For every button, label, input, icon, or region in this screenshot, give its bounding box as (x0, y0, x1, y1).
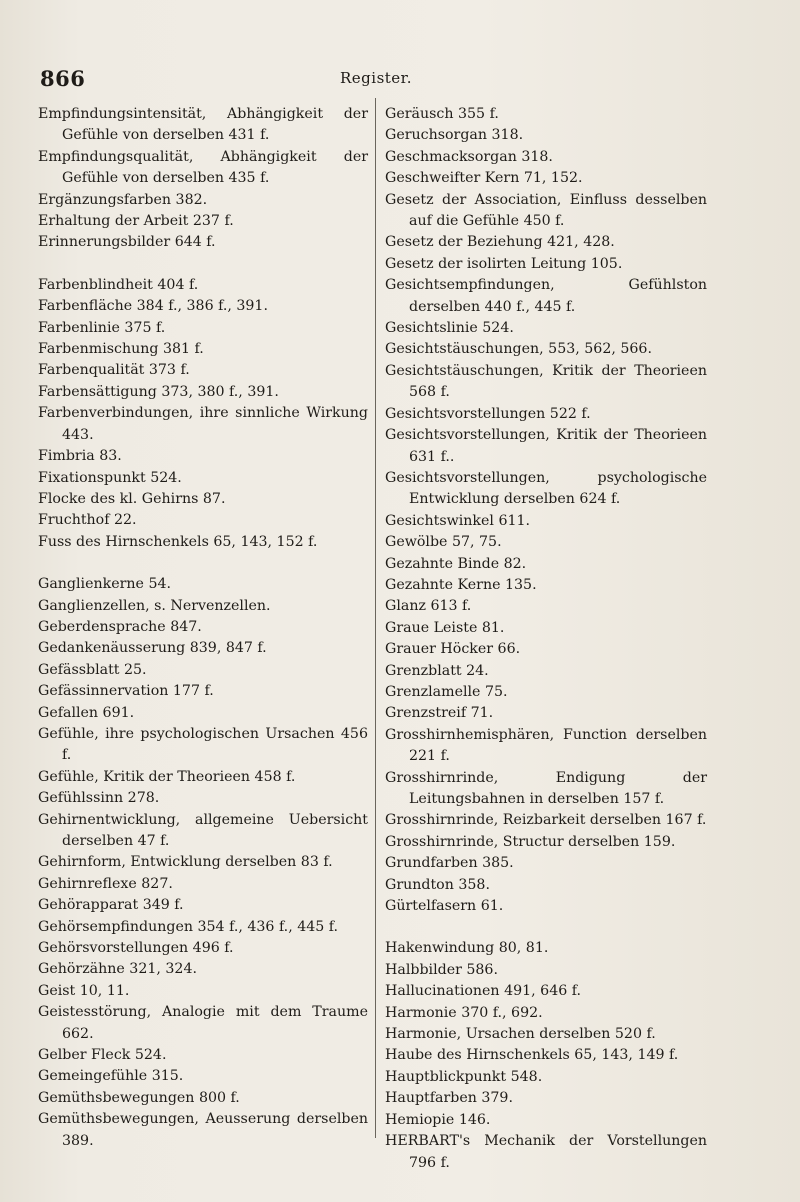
index-entry: Gedankenäusserung 839, 847 f. (38, 640, 267, 657)
index-entry: Gefässblatt 25. (38, 661, 147, 678)
index-entry: HERBART's Mechanik der Vorstellungen 796 f. (385, 1133, 707, 1171)
index-entry: Farbenqualität 373 f. (38, 362, 190, 379)
entry-gap (38, 254, 368, 275)
index-entry: Halbbilder 586. (385, 961, 498, 978)
index-entry: Farbensättigung 373, 380 f., 391. (38, 383, 279, 400)
index-entry: Gesichtsvorstellungen 522 f. (385, 405, 591, 422)
index-entry: Hakenwindung 80, 81. (385, 940, 549, 957)
index-entry: Empfindungsqualität, Abhängigkeit der Gefühle von derselben 435 f. (38, 148, 368, 187)
index-entry: Gesichtswinkel 611. (385, 512, 531, 529)
index-entry: Harmonie, Ursachen derselben 520 f. (385, 1026, 656, 1043)
index-entry: Gemüthsbewegungen, Aeusserung derselben 389. (38, 1111, 368, 1149)
index-entry: Gesichtsvorstellungen, Kritik der Theorieen 631 f.. (385, 427, 707, 465)
index-entry: Grosshirnrinde, Structur derselben 159. (385, 833, 676, 850)
index-entry: Geruchsorgan 318. (385, 127, 524, 144)
index-entry: Grenzblatt 24. (385, 662, 489, 679)
index-entry: Gehörsempfindungen 354 f., 436 f., 445 f. (38, 918, 339, 935)
index-entry: Grosshirnrinde, Reizbarkeit derselben 167 f. (385, 812, 707, 829)
index-entry: Gesichtsvorstellungen, psychologische Entwicklung derselben 624 f. (385, 469, 707, 508)
index-entry: Gefühle, ihre psychologischen Ursachen 456 f. (38, 725, 368, 764)
index-entry: Gehirnform, Entwicklung derselben 83 f. (38, 854, 333, 871)
index-entry: Gehörapparat 349 f. (38, 897, 184, 914)
index-entry: Gehirnentwicklung, allgemeine Uebersicht derselben 47 f. (38, 811, 368, 849)
index-entry: Gesichtstäuschungen, Kritik der Theorieen 568 f. (385, 362, 707, 401)
index-column-left (38, 104, 368, 1152)
index-entry: Farbenfläche 384 f., 386 f., 391. (38, 298, 268, 315)
index-entry: Fruchthof 22. (38, 512, 137, 529)
index-entry: Geschmacksorgan 318. (385, 148, 553, 165)
entry-gap (38, 553, 368, 574)
index-entry: Grosshirnrinde, Endigung der Leitungsbahnen in derselben 157 f. (385, 769, 707, 807)
index-entry: Gemüthsbewegungen 800 f. (38, 1089, 240, 1106)
index-entry: Gemeingefühle 315. (38, 1068, 184, 1085)
index-entry: Ganglienkerne 54. (38, 576, 172, 593)
index-entry: Grenzlamelle 75. (385, 683, 508, 700)
index-entry: Gehörsvorstellungen 496 f. (38, 940, 234, 957)
index-entry: Gefallen 691. (38, 704, 135, 721)
index-entry: Gehörzähne 321, 324. (38, 961, 197, 978)
index-entry: Geistesstörung, Analogie mit dem Traume 662. (38, 1004, 368, 1042)
index-entry: Hallucinationen 491, 646 f. (385, 983, 582, 1000)
page-number: 866 (40, 66, 86, 91)
index-entry: Grundfarben 385. (385, 855, 514, 872)
index-entry: Gehirnreflexe 827. (38, 875, 173, 892)
index-entry: Fixationspunkt 524. (38, 469, 182, 486)
index-entry: Hemiopie 146. (385, 1111, 491, 1128)
index-entry: Ganglienzellen, s. Nervenzellen. (38, 597, 271, 614)
index-entry: Ergänzungsfarben 382. (38, 191, 208, 208)
index-entry: Gewölbe 57, 75. (385, 534, 502, 551)
index-entry: Geschweifter Kern 71, 152. (385, 170, 583, 187)
index-entry: Grosshirnhemisphären, Function derselben 221 f. (385, 726, 707, 765)
index-entry: Farbenverbindungen, ihre sinnliche Wirkung 443. (38, 405, 368, 443)
index-entry: Erinnerungsbilder 644 f. (38, 234, 216, 251)
index-entry: Geist 10, 11. (38, 982, 130, 999)
index-entry: Gefässinnervation 177 f. (38, 683, 214, 700)
index-entry: Gesichtsempfindungen, Gefühlston derselben 440 f., 445 f. (385, 277, 707, 315)
index-entry: Gesetz der Beziehung 421, 428. (385, 234, 615, 251)
index-entry: Gefühlssinn 278. (38, 790, 160, 807)
index-entry: Gesetz der isolirten Leitung 105. (385, 255, 623, 272)
index-entry: Glanz 613 f. (385, 598, 472, 615)
page-header (40, 66, 710, 90)
index-entry: Grenzstreif 71. (385, 705, 494, 722)
index-entry: Grundton 358. (385, 876, 490, 893)
index-entry: Gesetz der Association, Einfluss desselben auf die Gefühle 450 f. (385, 191, 707, 230)
index-entry: Gefühle, Kritik der Theorieen 458 f. (38, 768, 296, 785)
running-head: Register. (340, 69, 412, 87)
index-entry: Geberdensprache 847. (38, 618, 202, 635)
index-entry: Flocke des kl. Gehirns 87. (38, 490, 226, 507)
index-entry: Gürtelfasern 61. (385, 898, 504, 915)
index-entry: Empfindungsintensität, Abhängigkeit der Gefühle von derselben 431 f. (38, 106, 368, 144)
index-entry: Graue Leiste 81. (385, 619, 505, 636)
index-entry: Hauptfarben 379. (385, 1090, 513, 1107)
index-entry: Harmonie 370 f., 692. (385, 1004, 543, 1021)
index-column-right (385, 104, 707, 1174)
index-entry: Farbenmischung 381 f. (38, 341, 204, 358)
column-divider (375, 98, 376, 1138)
index-entry: Fuss des Hirnschenkels 65, 143, 152 f. (38, 533, 318, 550)
index-entry: Grauer Höcker 66. (385, 641, 521, 658)
index-entry: Farbenblindheit 404 f. (38, 276, 199, 293)
index-entry: Gezahnte Binde 82. (385, 555, 527, 572)
index-entry: Farbenlinie 375 f. (38, 319, 166, 336)
index-entry: Geräusch 355 f. (385, 106, 499, 122)
index-entry: Gesichtslinie 524. (385, 320, 514, 337)
index-entry: Haube des Hirnschenkels 65, 143, 149 f. (385, 1047, 679, 1064)
entry-gap (385, 917, 707, 938)
index-entry: Gelber Fleck 524. (38, 1047, 167, 1064)
index-entry: Hauptblickpunkt 548. (385, 1068, 543, 1085)
index-entry: Fimbria 83. (38, 448, 122, 465)
index-entry: Erhaltung der Arbeit 237 f. (38, 213, 234, 230)
index-entry: Gezahnte Kerne 135. (385, 576, 537, 593)
index-entry: Gesichtstäuschungen, 553, 562, 566. (385, 341, 652, 358)
